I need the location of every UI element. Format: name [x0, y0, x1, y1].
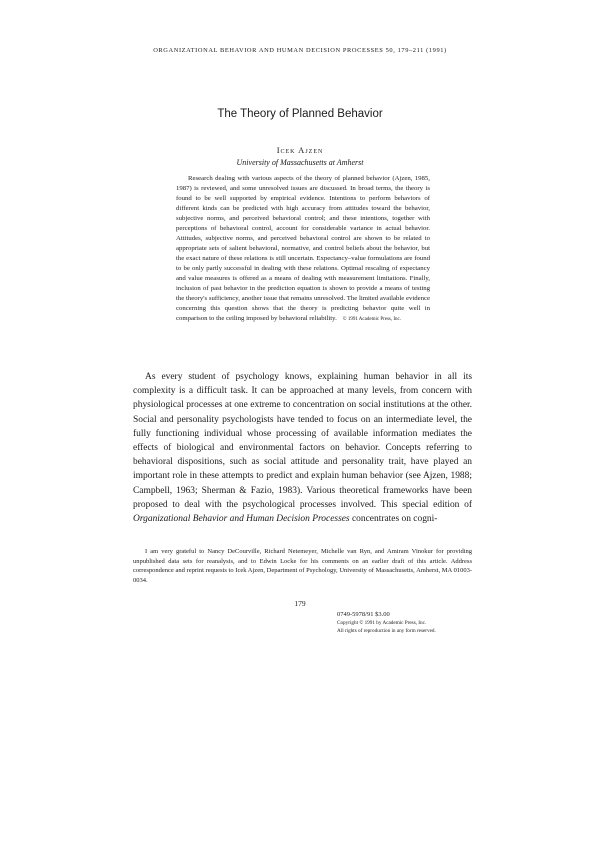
author-affiliation: University of Massachusetts at Amherst: [236, 158, 364, 167]
body-text-after: concentrates on cogni-: [349, 514, 438, 525]
abstract-paragraph: [176, 174, 430, 325]
paper-title: The Theory of Planned Behavior: [217, 108, 383, 120]
author-name: Icek Ajzen: [276, 145, 324, 155]
abstract-text: Research dealing with various aspects of the theory of planned behavior (Ajzen, 1985, 1987) is reviewed, and some unresolved issues are discussed. In broad terms, the theory is found to be well supported by empirical evidence. Intentions to perform behaviors of different kinds can be predicted with high accuracy from attitudes toward the behavior, subjective norms, and perceived behavioral control; and these intentions, together with perceptions of behavioral control, account for considerable variance in actual behavior. Attitudes, subjective norms, and perceived behavioral control are shown to be related to appropriate sets of salient behavioral, normative, and control beliefs about the behavior, but the exact nature of these relations is still uncertain. Expectancy–value formulations are found to be only partly successful in dealing with these relations. Optimal rescaling of expectancy and value measures is offered as a means of dealing with measurement limitations. Finally, inclusion of past behavior in the prediction equation is shown to provide a means of testing the theory's sufficiency, another issue that remains unresolved. The limited available evidence concerning this question shows that the theory is predicting behavior quite well in comparison to the ceiling imposed by behavioral reliability.: [176, 175, 430, 322]
body-text: [133, 370, 472, 526]
copyright-line: Copyright © 1991 by Academic Press, Inc.: [337, 620, 427, 626]
journal-name-italic: Organizational Behavior and Human Decision Processes: [133, 514, 350, 525]
issn-price: 0749-5978/91 $3.00: [337, 611, 390, 618]
abstract-copyright: © 1991 Academic Press, Inc.: [342, 317, 402, 322]
copyright-notice: [337, 620, 497, 635]
rights-line: All rights of reproduction in any form reserved.: [337, 627, 436, 634]
page-number: 179: [294, 599, 306, 608]
footnote-text: I am very grateful to Nancy DeCourville, Richard Netemeyer, Michelle van Ryn, and Amiram Vinokur for providing unpublished data sets for reanalysis, and to Edwin Locke for his comments on an earlier draft of this article. Address correspondence and reprint requests to Icek Ajzen, Department of Psychology, University of Massachusetts, Amherst, MA 01003-0034.: [133, 548, 472, 584]
abstract: [176, 174, 430, 325]
body-text-before: As every student of psychology knows, explaining human behavior in all its complexity is a difficult task. It can be approached at many levels, from concern with physiological processes at one extreme to concentration on social institutions at the other. Social and personality psychologists have tended to focus on an intermediate level, the fully functioning individual whose processing of available information mediates the effects of biological and environmental factors on behavior. Concepts referring to behavioral dispositions, such as social attitude and personality trait, have played an important role in these attempts to predict and explain human behavior (see Ajzen, 1988; Campbell, 1963; Sherman & Fazio, 1983). Various theoretical frameworks have been proposed to deal with the psychological processes involved. This special edition of: [133, 372, 472, 510]
body-paragraph: [133, 370, 472, 526]
journal-header: ORGANIZATIONAL BEHAVIOR AND HUMAN DECISION PROCESSES 50, 179–211 (1991): [153, 47, 447, 54]
footnote: [133, 547, 472, 585]
